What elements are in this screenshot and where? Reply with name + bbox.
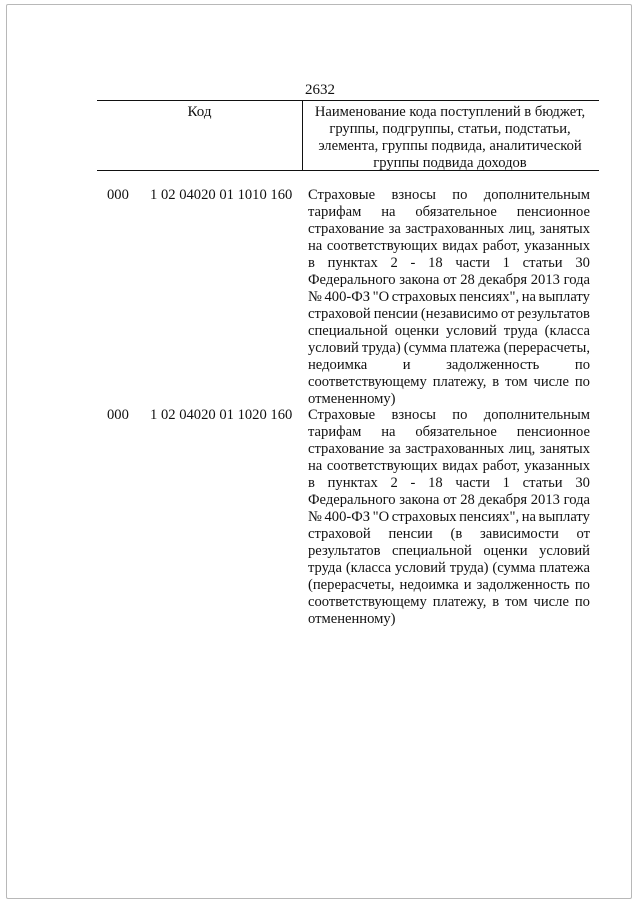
description-line: № 400-ФЗ "О страховых пенсиях", на выплату: [308, 289, 590, 305]
description-line: на соответствующих видах работ, указанных: [308, 238, 590, 254]
description-line: труда (класса условий труда) (сумма платежа: [308, 560, 590, 576]
description-line: Федерального закона от 28 декабря 2013 года: [308, 492, 590, 508]
header-name-line: группы, подгруппы, статьи, подстатьи,: [329, 121, 571, 137]
entry-prefix: 000: [107, 187, 129, 203]
description-line: тарифам на обязательное пенсионное: [308, 424, 590, 440]
description-line: соответствующему платежу, в том числе по: [308, 374, 590, 390]
entry-prefix: 000: [107, 407, 129, 423]
header-name-line: группы подвида доходов: [373, 155, 527, 171]
page-number: 2632: [305, 82, 335, 98]
description-line: Страховые взносы по дополнительным: [308, 407, 590, 423]
description-line: соответствующему платежу, в том числе по: [308, 594, 590, 610]
description-line: страховой пенсии (независимо от результатов: [308, 306, 590, 322]
description-line: (перерасчеты, недоимка и задолженность по: [308, 577, 590, 593]
description-line: в пунктах 2 - 18 части 1 статьи 30: [308, 255, 590, 271]
description-line: специальной оценки условий труда (класса: [308, 323, 590, 339]
description-line: недоимка и задолженность по: [308, 357, 590, 373]
description-line: страхование за застрахованных лиц, занятых: [308, 441, 590, 457]
description-line: Страховые взносы по дополнительным: [308, 187, 590, 203]
description-line: отмененному): [308, 611, 396, 627]
description-line: страховой пенсии (в зависимости от: [308, 526, 590, 542]
description-line: условий труда) (сумма платежа (перерасчеты,: [308, 340, 590, 356]
header-code-label: Код: [187, 104, 212, 120]
header-name-line: элемента, группы подвида, аналитической: [318, 138, 582, 154]
entry-description: [308, 407, 590, 628]
entry-code: 1 02 04020 01 1010 160: [150, 187, 293, 203]
entry-code: 1 02 04020 01 1020 160: [150, 407, 293, 423]
header-divider: [302, 101, 303, 170]
header-name-line: Наименование кода поступлений в бюджет,: [314, 104, 586, 120]
description-line: № 400-ФЗ "О страховых пенсиях", на выплату: [308, 509, 590, 525]
description-line: на соответствующих видах работ, указанных: [308, 458, 590, 474]
entry-description: [308, 187, 590, 408]
description-line: тарифам на обязательное пенсионное: [308, 204, 590, 220]
description-line: Федерального закона от 28 декабря 2013 года: [308, 272, 590, 288]
description-line: отмененному): [308, 391, 396, 407]
table-header: [97, 100, 599, 171]
header-name-label: [305, 104, 595, 172]
description-line: страхование за застрахованных лиц, занятых: [308, 221, 590, 237]
description-line: в пунктах 2 - 18 части 1 статьи 30: [308, 475, 590, 491]
description-line: результатов специальной оценки условий: [308, 543, 590, 559]
